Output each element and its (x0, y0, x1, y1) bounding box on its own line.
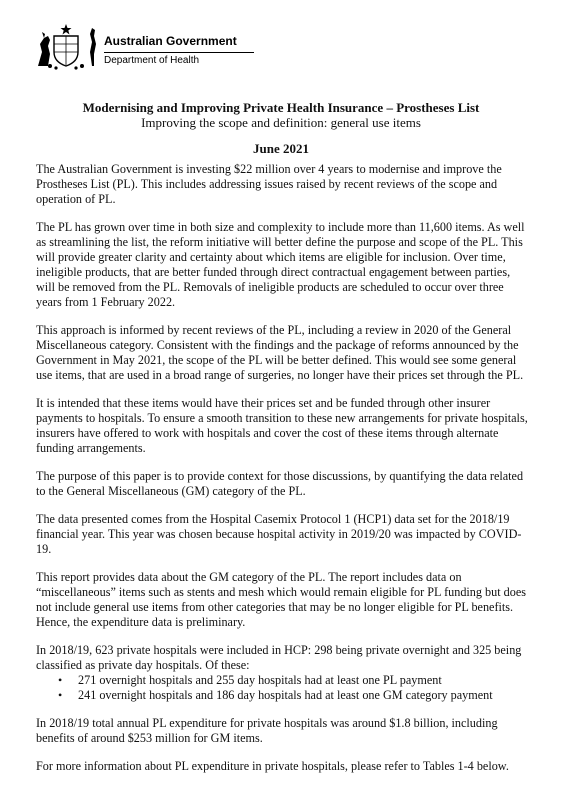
document-date: June 2021 (253, 141, 309, 156)
paragraph: This report provides data about the GM category of the PL. The report includes data on “miscellaneous” items such as stents and mesh which would remain eligible for PL funding but does not include general use items from other categories that may be no longer eligible for PL benefits. Hence, the expenditure data is preliminary. (36, 570, 526, 629)
document-body (36, 162, 528, 787)
coat-of-arms-icon (34, 22, 98, 70)
paragraph: In 2018/19, 623 private hospitals were included in HCP: 298 being private overnight and 325 being classified as private day hospitals. Of these: (36, 643, 522, 672)
department-name: Department of Health (104, 55, 200, 66)
paragraph: In 2018/19 total annual PL expenditure for private hospitals was around $1.8 billion, including benefits of around $253 million for GM items. (36, 716, 498, 745)
paragraph: This approach is informed by recent reviews of the PL, including a review in 2020 of the General Miscellaneous category. Consistent with the findings and the package of reforms announced by the Government in May 2021, the scope of the PL will be better defined. This would see some general use items, that are used in a broad range of surgeries, no longer have their prices set through the PL. (36, 323, 524, 382)
bullet-item: • 271 overnight hospitals and 255 day hospitals had at least one PL payment (78, 673, 528, 688)
paragraph: The purpose of this paper is to provide context for those discussions, by quantifying the data related to the General Miscellaneous (GM) category of the PL. (36, 469, 524, 498)
hospital-bullet-list (36, 673, 528, 703)
paragraph: The PL has grown over time in both size and complexity to include more than 11,600 items. As well as streamlining the list, the reform initiative will better define the purpose and scope of the PL. This will provide greater clarity and certainty about which items are eligible for inclusion. Over time, ineligible products, that are better funded through direct contractual engagement between parties, will be removed from the PL. Removals of ineligible products are scheduled to occur over three years from 1 February 2022. (36, 220, 525, 309)
bullet-item: • 241 overnight hospitals and 186 day hospitals had at least one GM category payment (78, 688, 528, 703)
paragraph: It is intended that these items would have their prices set and be funded through other insurer payments to hospitals. To ensure a smooth transition to these new arrangements for private hospitals, insurers have offered to work with hospitals and cover the cost of these items through alternate funding arrangements. (36, 396, 528, 455)
paragraph: The Australian Government is investing $22 million over 4 years to modernise and improve the Prostheses List (PL). This includes addressing issues raised by recent reviews of the scope and operation of PL. (36, 162, 502, 206)
paragraph: For more information about PL expenditure in private hospitals, please refer to Tables 1-4 below. (36, 759, 509, 773)
government-name: Australian Government (104, 34, 237, 48)
document-title: Modernising and Improving Private Health Insurance – Prostheses List (82, 100, 480, 115)
document-subtitle: Improving the scope and definition: general use items (141, 115, 421, 130)
government-header (34, 22, 237, 72)
header-divider (104, 52, 254, 53)
document-titles (0, 100, 562, 156)
paragraph: The data presented comes from the Hospital Casemix Protocol 1 (HCP1) data set for the 2018/19 financial year. This year was chosen because hospital activity in 2019/20 was impacted by COVID-19. (36, 512, 522, 556)
